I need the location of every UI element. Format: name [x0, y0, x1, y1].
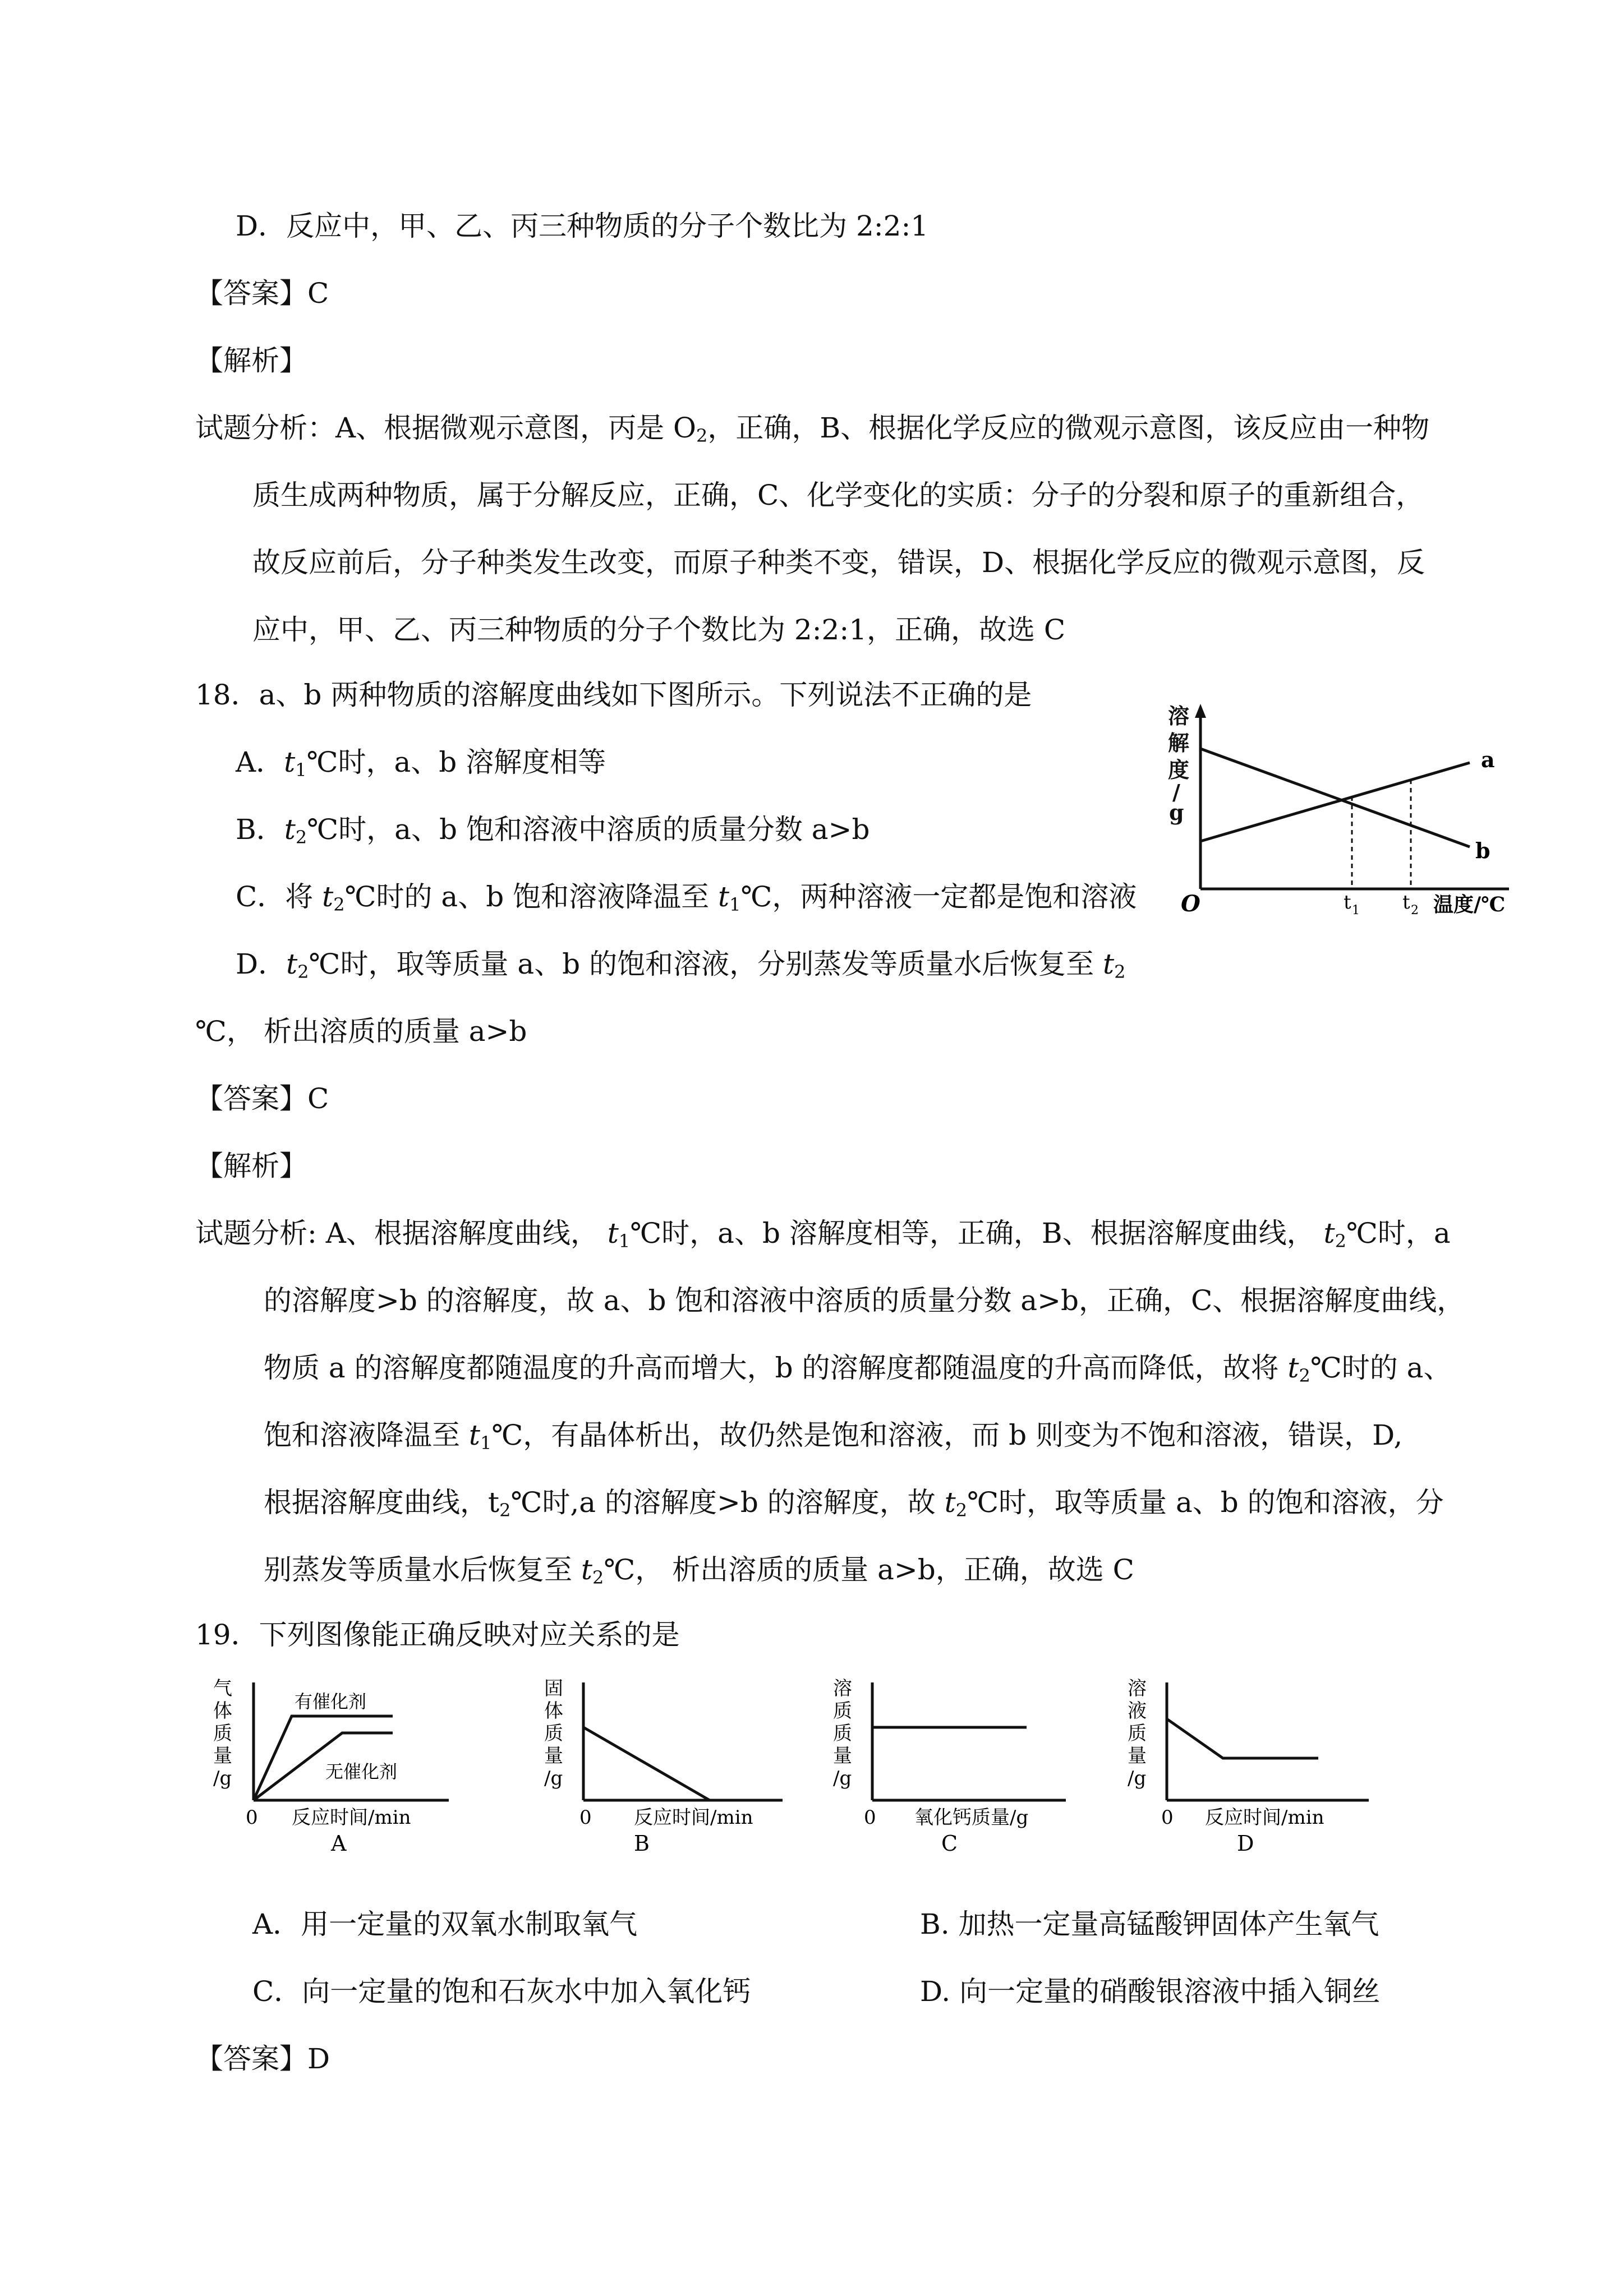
- graph-a-y-label: [213, 1677, 232, 1790]
- graph-b-line: [583, 1727, 710, 1800]
- graph-c-y-label: [833, 1677, 852, 1790]
- q18-analysis-label: 【解析】: [195, 1150, 307, 1182]
- svg-text:质: 质: [1128, 1722, 1147, 1745]
- q19-option-a: A．用一定量的双氧水制取氧气: [252, 1908, 638, 1940]
- graph-b-origin: 0: [579, 1806, 592, 1829]
- q18-option-a: A．$t_1℃$时，a、b 溶解度相等: [236, 746, 606, 781]
- q17-analysis-line-3: 故反应前后，分子种类发生改变，而原子种类不变，错误，D、根据化学反应的微观示意图，反: [252, 546, 1425, 579]
- svg-text:体: 体: [544, 1700, 563, 1722]
- svg-text:固: 固: [544, 1677, 563, 1700]
- svg-text:气: 气: [213, 1677, 232, 1700]
- graph-c-origin: 0: [864, 1806, 876, 1829]
- y-axis-arrow: [1195, 704, 1206, 718]
- q18-option-b: B．$t_2℃$时，a、b 饱和溶液中溶质的质量分数 a>b: [236, 813, 870, 848]
- q18-analysis-line-6: 别蒸发等质量水后恢复至 $t_2℃$， 析出溶质的质量 a>b，正确，故选 C: [264, 1553, 1134, 1588]
- curve-b: [1200, 749, 1470, 847]
- svg-text:度: 度: [1168, 757, 1190, 782]
- svg-text:液: 液: [1128, 1700, 1147, 1722]
- svg-text:g: g: [1169, 800, 1184, 825]
- line-with-catalyst: [254, 1716, 393, 1800]
- q19-option-c: C．向一定量的饱和石灰水中加入氧化钙: [252, 1975, 751, 2008]
- graph-c-x-label: 氧化钙质量/g: [914, 1806, 1029, 1829]
- curve-a: [1200, 763, 1470, 841]
- q18-option-c: C．将 $t_2℃$时的 a、b 饱和溶液降温至 $t_1℃$，两种溶液一定都是饱和溶液: [236, 880, 1137, 915]
- t1-label: [1344, 891, 1360, 918]
- svg-text:1: 1: [1352, 903, 1360, 918]
- with-catalyst-label: 有催化剂: [295, 1691, 367, 1712]
- svg-text:量: 量: [1128, 1745, 1147, 1767]
- svg-text:质: 质: [833, 1700, 852, 1722]
- x-axis-label: 温度/℃: [1433, 893, 1506, 916]
- q18-option-d-cont: ℃， 析出溶质的质量 a>b: [195, 1015, 527, 1048]
- graph-a-letter: A: [331, 1831, 347, 1856]
- q18-option-d: D．$t_2℃$时，取等质量 a、b 的饱和溶液，分别蒸发等质量水后恢复至 $t_2$: [236, 948, 1126, 983]
- svg-text:溶: 溶: [833, 1677, 852, 1700]
- svg-text:/g: /g: [833, 1767, 852, 1790]
- graph-b-letter: B: [634, 1831, 650, 1856]
- graph-b-y-label: [544, 1677, 563, 1790]
- q19-answer: 【答案】D: [195, 2043, 330, 2075]
- origin-label: O: [1181, 891, 1200, 917]
- svg-text:溶: 溶: [1168, 703, 1190, 729]
- svg-text:t: t: [1402, 891, 1410, 914]
- svg-text:质: 质: [213, 1722, 232, 1745]
- q19-graph-d: [1122, 1677, 1391, 1862]
- svg-text:t: t: [1344, 891, 1351, 914]
- graph-d-origin: 0: [1161, 1806, 1174, 1829]
- svg-text:/g: /g: [1128, 1767, 1147, 1790]
- q18-analysis-line-4: 饱和溶液降温至 $t_1℃$，有晶体析出，故仍然是饱和溶液，而 b 则变为不饱和溶液，错误，D,: [264, 1419, 1403, 1454]
- graph-d-y-label: [1128, 1677, 1147, 1790]
- svg-text:/g: /g: [544, 1767, 563, 1790]
- q18-analysis-line-3: 物质 a 的溶解度都随温度的升高而增大，b 的溶解度都随温度的升高而降低，故将 $t_2℃$时的 a、: [264, 1352, 1452, 1386]
- q17-analysis-line-4: 应中，甲、乙、丙三种物质的分子个数比为 2:2:1，正确，故选 C: [252, 614, 1066, 646]
- svg-text:溶: 溶: [1128, 1677, 1147, 1700]
- svg-text:/g: /g: [213, 1767, 232, 1790]
- graph-a-origin: 0: [246, 1806, 258, 1829]
- svg-text:解: 解: [1168, 730, 1190, 755]
- q18-answer: 【答案】C: [195, 1082, 329, 1115]
- q19-graph-a: [213, 1677, 482, 1862]
- q17-answer: 【答案】C: [195, 277, 329, 310]
- graph-d-line: [1167, 1719, 1318, 1758]
- y-axis-label: [1168, 703, 1189, 825]
- q17-analysis-label: 【解析】: [195, 344, 307, 377]
- svg-text:量: 量: [544, 1745, 563, 1767]
- svg-text:/: /: [1172, 780, 1180, 805]
- curve-a-label: a: [1481, 747, 1495, 772]
- svg-text:质: 质: [833, 1722, 852, 1745]
- q18-stem: 18．a、b 两种物质的溶解度曲线如下图所示。下列说法不正确的是: [195, 679, 1032, 711]
- q18-analysis-line-1: 试题分析: A、根据溶解度曲线， $t_1℃$时，a、b 溶解度相等，正确，B、根据溶解度曲线， $t_2℃$时，a: [195, 1217, 1451, 1252]
- graph-c-letter: C: [941, 1831, 958, 1856]
- curve-b-label: b: [1475, 838, 1490, 863]
- q19-graph-c: [830, 1677, 1099, 1862]
- without-catalyst-label: 无催化剂: [325, 1761, 398, 1782]
- q17-option-d: D．反应中，甲、乙、丙三种物质的分子个数比为 2:2:1: [236, 210, 929, 242]
- graph-a-x-label: 反应时间/min: [292, 1806, 411, 1829]
- q19-stem: 19．下列图像能正确反映对应关系的是: [195, 1619, 680, 1651]
- q17-analysis-line-2: 质生成两种物质，属于分解反应，正确，C、化学变化的实质：分子的分裂和原子的重新组合，: [252, 479, 1424, 511]
- svg-text:量: 量: [213, 1745, 232, 1767]
- t2-label: [1402, 891, 1419, 918]
- q19-option-b: B. 加热一定量高锰酸钾固体产生氧气: [920, 1908, 1379, 1940]
- svg-text:体: 体: [213, 1700, 232, 1722]
- graph-d-letter: D: [1237, 1831, 1254, 1856]
- svg-text:2: 2: [1411, 903, 1419, 918]
- q19-option-d: D. 向一定量的硝酸银溶液中插入铜丝: [920, 1975, 1381, 2008]
- q17-analysis-line-1: 试题分析：A、根据微观示意图，丙是 $O_2$，正确，B、根据化学反应的微观示意图，该反应由一种物: [195, 412, 1430, 446]
- solubility-curve-figure: [1150, 701, 1531, 920]
- graph-d-x-label: 反应时间/min: [1205, 1806, 1324, 1829]
- svg-text:量: 量: [833, 1745, 852, 1767]
- q18-analysis-line-5: 根据溶解度曲线，$t_2℃$时,a 的溶解度>b 的溶解度，故 $t_2℃$时，取等质量 a、b 的饱和溶液，分: [264, 1486, 1444, 1521]
- q18-analysis-line-2: 的溶解度>b 的溶解度，故 a、b 饱和溶液中溶质的质量分数 a>b，正确，C、根据溶解度曲线，: [264, 1284, 1465, 1317]
- svg-text:质: 质: [544, 1722, 563, 1745]
- graph-b-x-label: 反应时间/min: [634, 1806, 753, 1829]
- q19-graph-b: [536, 1677, 805, 1862]
